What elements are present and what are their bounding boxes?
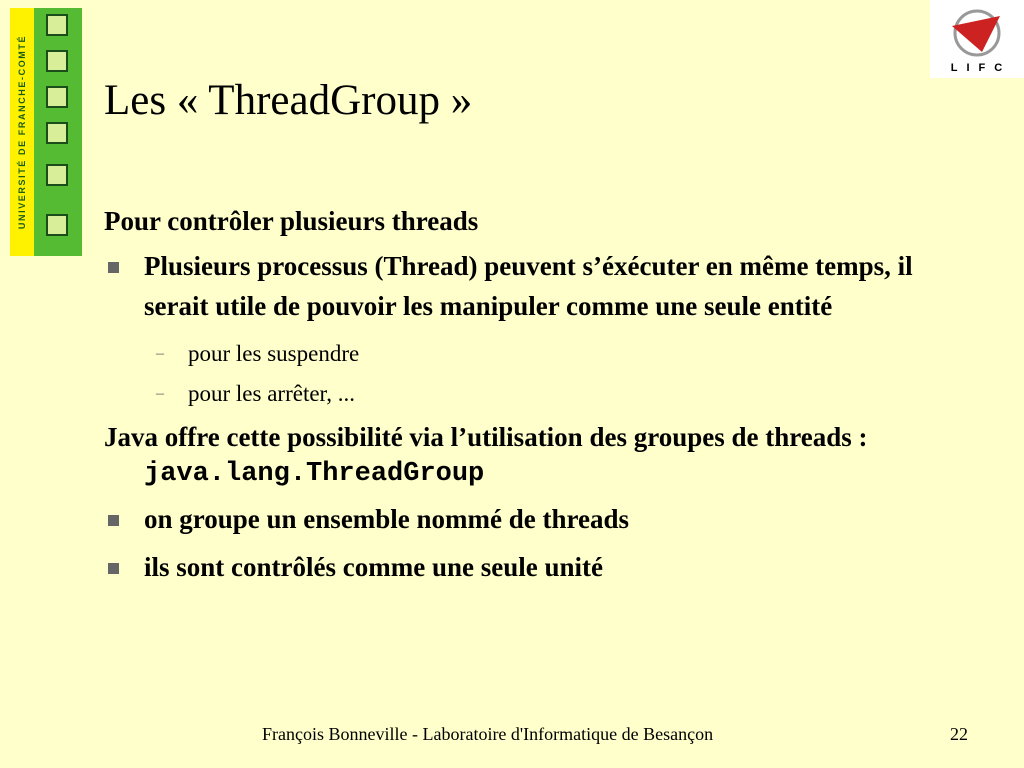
square-bullet-icon xyxy=(108,262,119,273)
dot-icon xyxy=(46,86,68,108)
bullet-item xyxy=(104,499,964,539)
square-bullet-icon xyxy=(108,515,119,526)
page-number: 22 xyxy=(950,724,968,744)
university-banner xyxy=(10,8,82,256)
square-bullet-icon xyxy=(108,563,119,574)
heading-control-threads: Pour contrôler plusieurs threads xyxy=(104,206,479,236)
lifc-letters: LIFC xyxy=(950,62,1012,74)
sub-bullet-text: pour les suspendre xyxy=(188,341,360,366)
grid-icon xyxy=(46,164,68,186)
heading-java-threadgroup xyxy=(104,420,964,491)
sub-bullet-text: pour les arrêter, ... xyxy=(188,381,356,406)
bullet-item xyxy=(104,246,964,326)
dash-bullet-icon: – xyxy=(156,385,164,402)
sub-bullet-item xyxy=(104,374,964,414)
curve-icon xyxy=(46,50,68,72)
code-class-name: java.lang.ThreadGroup xyxy=(144,459,485,489)
bullet-text: ils sont contrôlés comme une seule unité xyxy=(144,552,603,582)
spiral-icon xyxy=(46,14,68,36)
slide-content xyxy=(104,204,964,595)
university-name-strip xyxy=(10,8,34,256)
heading-text: Java offre cette possibilité via l’utilisation des groupes de threads : xyxy=(104,422,868,452)
footer-author: François Bonneville - Laboratoire d'Informatique de Besançon xyxy=(262,724,714,744)
pattern-icon xyxy=(46,214,68,236)
university-icon-strip xyxy=(34,8,82,256)
university-name: UNIVERSITÉ DE FRANCHE-COMTÉ xyxy=(17,34,27,230)
bullet-item xyxy=(104,547,964,587)
slide-title: Les « ThreadGroup » xyxy=(104,77,473,124)
bullet-text: on groupe un ensemble nommé de threads xyxy=(144,504,630,534)
lifc-emblem-icon xyxy=(930,0,1024,62)
dash-bullet-icon: – xyxy=(156,345,164,362)
sub-bullet-item xyxy=(104,334,964,374)
lifc-logo xyxy=(930,0,1024,78)
bullet-text: Plusieurs processus (Thread) peuvent s’éxécuter en même temps, il serait utile de pouvoir les manipuler comme une seule entité xyxy=(144,251,913,321)
wave-icon xyxy=(46,122,68,144)
